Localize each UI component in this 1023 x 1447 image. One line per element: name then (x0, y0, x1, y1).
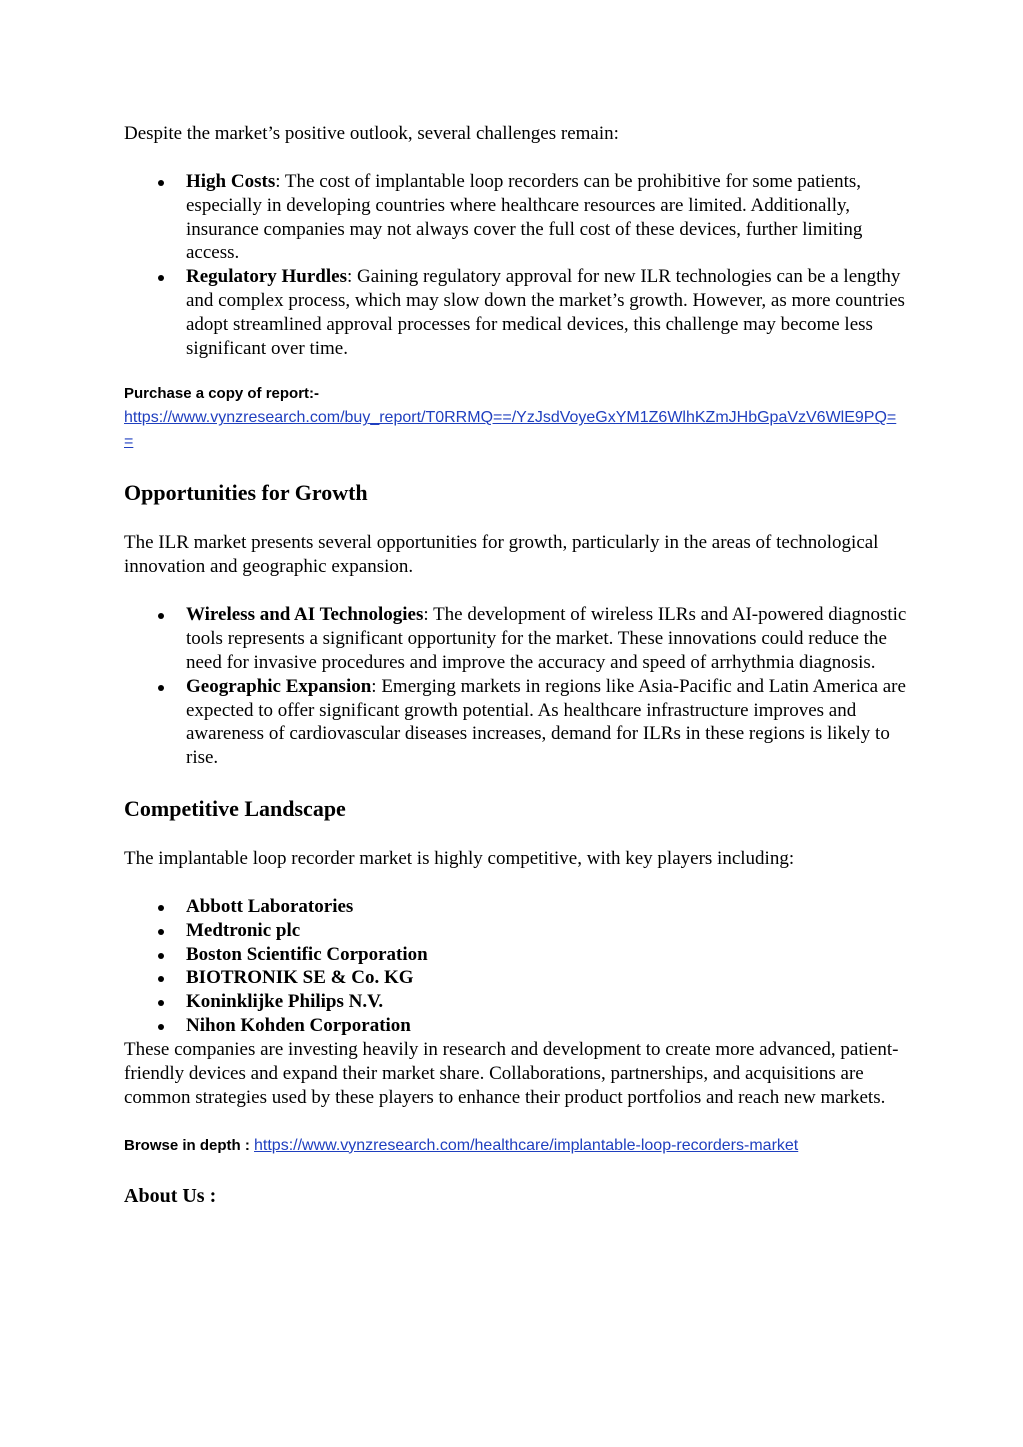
bullet-icon (158, 685, 164, 691)
bullet-icon (158, 976, 164, 982)
list-item (124, 990, 914, 1014)
list-item-text: : The development of wireless ILRs and AI-powered diagnostic tools represents a significant opportunity for the market. These innovations could reduce the need for invasive procedures and improve the accuracy and speed of arrhythmia diagnosis. (186, 604, 907, 673)
purchase-label: Purchase a copy of report:- (124, 385, 320, 403)
opportunities-list (124, 603, 914, 770)
challenges-list (124, 170, 914, 360)
list-item-term: Wireless and AI Technologies (186, 604, 424, 626)
list-item (124, 966, 914, 990)
list-item-term: Regulatory Hurdles (186, 266, 347, 288)
competitive-intro: The implantable loop recorder market is highly competitive, with key players including: (124, 847, 795, 869)
player-name: BIOTRONIK SE & Co. KG (186, 967, 414, 989)
competitive-heading: Competitive Landscape (124, 795, 346, 821)
list-item-term: High Costs (186, 171, 276, 192)
player-name: Boston Scientific Corporation (186, 943, 428, 965)
challenges-intro: Despite the market’s positive outlook, several challenges remain: (124, 123, 619, 144)
list-item (124, 265, 914, 360)
document-page (124, 122, 914, 1210)
list-item (124, 943, 914, 967)
list-item (124, 1014, 914, 1038)
list-item (124, 170, 914, 265)
opportunities-intro: The ILR market presents several opportunities for growth, particularly in the areas of technological innovation and geographic expansion. (124, 532, 879, 578)
player-name: Medtronic plc (186, 919, 301, 941)
players-list (124, 895, 914, 1038)
browse-label: Browse in depth : (124, 1136, 250, 1154)
list-item (124, 895, 914, 919)
list-item (124, 919, 914, 943)
bullet-icon (158, 180, 164, 186)
browse-link[interactable]: https://www.vynzresearch.com/healthcare/implantable-loop-recorders-market (254, 1136, 799, 1154)
bullet-icon (158, 1000, 164, 1006)
bullet-icon (158, 953, 164, 959)
list-item (124, 675, 914, 770)
list-item-term: Geographic Expansion (186, 675, 372, 697)
competitive-closing: These companies are investing heavily in research and development to create more advanced, patient-friendly devices and expand their market share. Collaborations, partnerships, and acquisitions are common strategies used by these players to enhance their product portfolios and reach new markets. (124, 1038, 899, 1108)
list-item-text: : Gaining regulatory approval for new ILR technologies can be a lengthy and complex process, which may slow down the market’s growth. However, as more countries adopt streamlined approval processes for medical devices, this challenge may become less significant over time. (186, 266, 905, 359)
browse-line (124, 1134, 914, 1158)
list-item-text: : Emerging markets in regions like Asia-Pacific and Latin America are expected to offer significant growth potential. As healthcare infrastructure improves and awareness of cardiovascular diseases increases, demand for ILRs in these regions is likely to rise. (186, 675, 906, 769)
list-item (124, 603, 914, 674)
player-name: Abbott Laboratories (186, 895, 354, 917)
bullet-icon (158, 1024, 164, 1030)
opportunities-heading: Opportunities for Growth (124, 480, 368, 506)
player-name: Nihon Kohden Corporation (186, 1014, 411, 1036)
bullet-icon (158, 905, 164, 911)
player-name: Koninklijke Philips N.V. (186, 991, 384, 1013)
bullet-icon (158, 929, 164, 935)
about-heading: About Us : (124, 1184, 217, 1207)
bullet-icon (158, 613, 164, 619)
bullet-icon (158, 275, 164, 281)
purchase-link[interactable]: https://www.vynzresearch.com/buy_report/T0RRMQ==/YzJsdVoyeGxYM1Z6WlhKZmJHbGpaVzV6WlE9PQ== (124, 409, 897, 451)
list-item-text: : The cost of implantable loop recorders can be prohibitive for some patients, especially in developing countries where healthcare resources are limited. Additionally, insurance companies may not always cover the full cost of these devices, further limiting access. (186, 171, 863, 264)
